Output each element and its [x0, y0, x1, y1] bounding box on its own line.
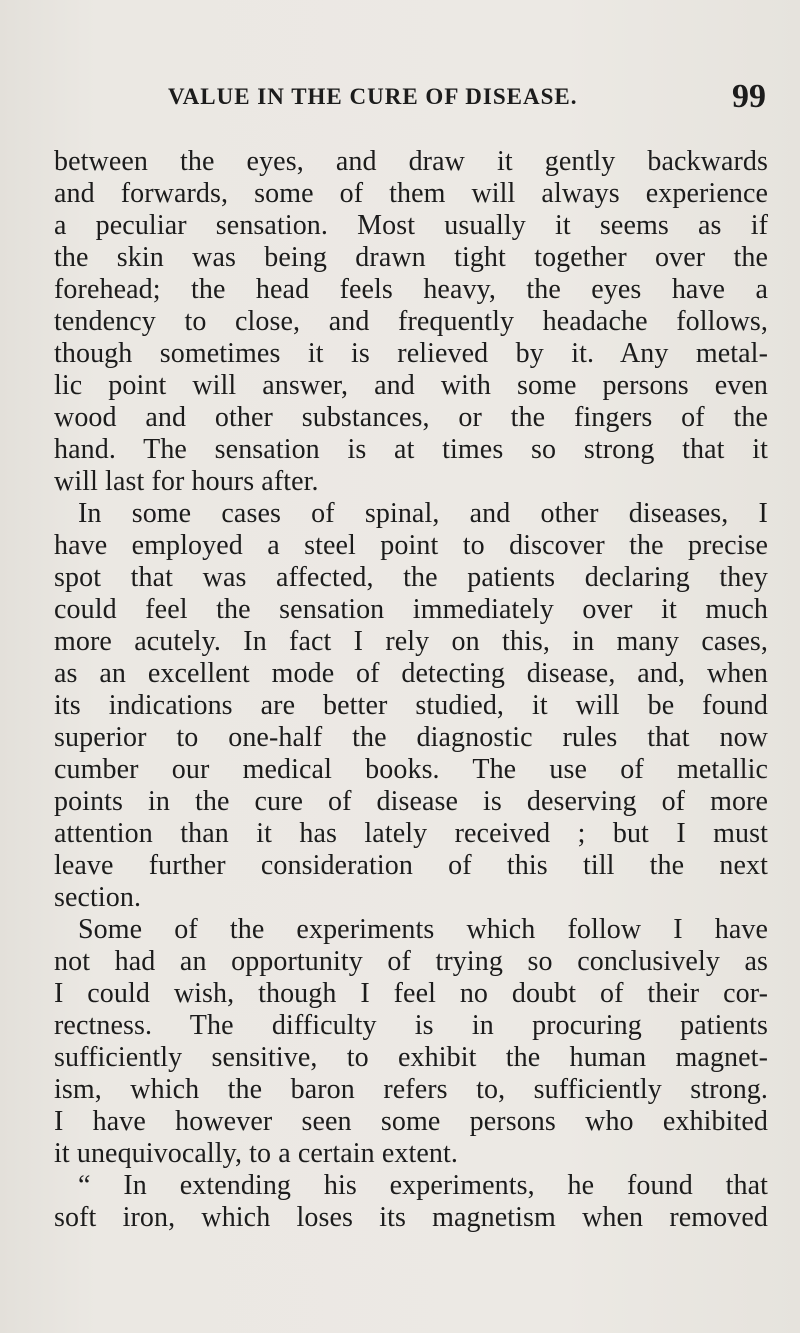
text-line: not had an opportunity of trying so conclusively as — [54, 946, 768, 977]
page-number: 99 — [732, 78, 766, 115]
text-line: could feel the sensation immediately over it much — [54, 594, 768, 625]
text-line: it unequivocally, to a certain extent. — [54, 1138, 458, 1169]
text-line: between the eyes, and draw it gently backwards — [54, 146, 768, 177]
body-text — [54, 146, 768, 1234]
text-line: hand. The sensation is at times so strong that it — [54, 434, 768, 465]
text-line: sufficiently sensitive, to exhibit the human magnet- — [54, 1042, 768, 1073]
text-line: superior to one-half the diagnostic rules that now — [54, 722, 768, 753]
text-line: forehead; the head feels heavy, the eyes have a — [54, 274, 768, 305]
text-line: I could wish, though I feel no doubt of their cor- — [54, 978, 768, 1009]
text-line: I have however seen some persons who exhibited — [54, 1106, 768, 1137]
text-line: spot that was affected, the patients declaring they — [54, 562, 768, 593]
text-line: soft iron, which loses its magnetism when removed — [54, 1202, 768, 1233]
text-line: and forwards, some of them will always experience — [54, 178, 768, 209]
text-line: points in the cure of disease is deserving of more — [54, 786, 768, 817]
running-header — [168, 78, 768, 118]
text-line: as an excellent mode of detecting disease, and, when — [54, 658, 768, 689]
text-line: wood and other substances, or the fingers of the — [54, 402, 768, 433]
text-line: attention than it has lately received ; but I must — [54, 818, 768, 849]
text-line: will last for hours after. — [54, 466, 319, 497]
text-line: ism, which the baron refers to, sufficiently strong. — [54, 1074, 768, 1105]
text-line: have employed a steel point to discover the precise — [54, 530, 768, 561]
text-line: tendency to close, and frequently headache follows, — [54, 306, 768, 337]
text-line: rectness. The difficulty is in procuring patients — [54, 1010, 768, 1041]
text-line: section. — [54, 882, 142, 913]
text-line: Some of the experiments which follow I have — [78, 914, 768, 945]
text-line: “ In extending his experiments, he found that — [78, 1170, 768, 1201]
text-line: In some cases of spinal, and other diseases, I — [78, 498, 768, 529]
text-line: the skin was being drawn tight together over the — [54, 242, 768, 273]
text-line: its indications are better studied, it will be found — [54, 690, 768, 721]
text-line: a peculiar sensation. Most usually it seems as if — [54, 210, 768, 241]
text-line: more acutely. In fact I rely on this, in many cases, — [54, 626, 768, 657]
text-line: though sometimes it is relieved by it. Any metal- — [54, 338, 768, 369]
text-line: lic point will answer, and with some persons even — [54, 370, 768, 401]
text-line: leave further consideration of this till the next — [54, 850, 768, 881]
running-title: VALUE IN THE CURE OF DISEASE. — [168, 84, 578, 109]
text-line: cumber our medical books. The use of metallic — [54, 754, 768, 785]
